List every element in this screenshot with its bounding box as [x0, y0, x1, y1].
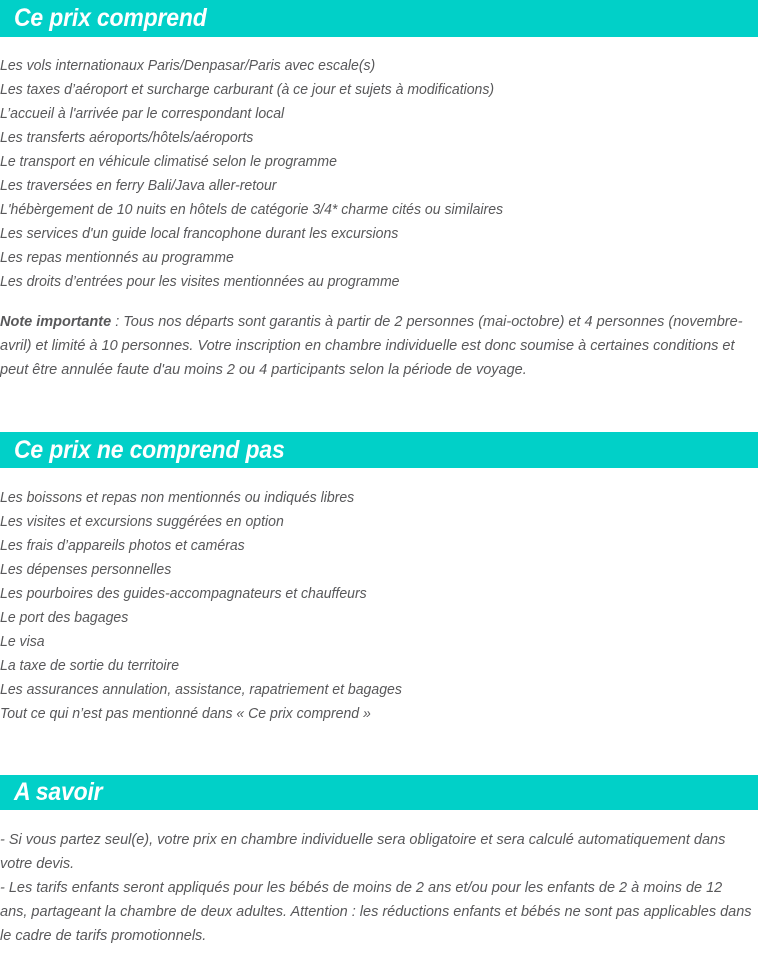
- list-item: Les vols internationaux Paris/Denpasar/Paris avec escale(s): [0, 58, 376, 74]
- section-title-a-savoir: A savoir: [14, 778, 103, 806]
- list-item: Les visites et excursions suggérées en option: [0, 514, 284, 530]
- list-item: Les transferts aéroports/hôtels/aéroports: [0, 130, 254, 146]
- list-item: Tout ce qui n’est pas mentionné dans « Ce prix comprend »: [0, 706, 371, 722]
- section-header-ce-prix-comprend: [0, 0, 758, 37]
- list-item: L'hébèrgement de 10 nuits en hôtels de catégorie 3/4* charme cités ou similaires: [0, 202, 504, 218]
- list-item: Les assurances annulation, assistance, rapatriement et bagages: [0, 682, 402, 698]
- list-item: Le port des bagages: [0, 610, 129, 626]
- list-item: Les pourboires des guides-accompagnateurs et chauffeurs: [0, 586, 367, 602]
- list-item: Le visa: [0, 634, 45, 650]
- section-header-a-savoir: [0, 775, 758, 810]
- section-header-ce-prix-ne-comprend-pas: [0, 432, 758, 468]
- list-item: Les droits d’entrées pour les visites mentionnées au programme: [0, 274, 400, 290]
- a-savoir-paragraph: - Si vous partez seul(e), votre prix en chambre individuelle sera obligatoire et sera calculé automatiquement dans votre devis.: [0, 832, 726, 872]
- list-item: Les services d'un guide local francophone durant les excursions: [0, 226, 399, 242]
- important-note: [0, 310, 756, 382]
- important-note-body: : Tous nos départs sont garantis à partir de 2 personnes (mai-octobre) et 4 personnes (novembre-avril) et limité à 10 personnes. Votre inscription en chambre individuelle est donc soumise à certaines conditions et peut être annulée faute d'au moins 2 ou 4 participants selon la période de voyage.: [0, 314, 743, 378]
- section-title-ce-prix-ne-comprend-pas: Ce prix ne comprend pas: [14, 435, 285, 464]
- important-note-label: Note importante: [0, 314, 112, 330]
- a-savoir-paragraph: - Les tarifs enfants seront appliqués pour les bébés de moins de 2 ans et/ou pour les enfants de 2 à moins de 12 ans, partageant la chambre de deux adultes. Attention : les réductions enfants et bébés ne sont pas applicables dans le cadre de tarifs promotionnels.: [0, 880, 752, 944]
- section-title-ce-prix-comprend: Ce prix comprend: [14, 4, 207, 32]
- list-item: Les frais d’appareils photos et caméras: [0, 538, 245, 554]
- list-item: Les boissons et repas non mentionnés ou indiqués libres: [0, 490, 355, 506]
- exclusions-list: [0, 486, 758, 726]
- list-item: Le transport en véhicule climatisé selon le programme: [0, 154, 337, 170]
- inclusions-list: [0, 54, 758, 294]
- list-item: Les dépenses personnelles: [0, 562, 172, 578]
- list-item: Les repas mentionnés au programme: [0, 250, 234, 266]
- list-item: La taxe de sortie du territoire: [0, 658, 180, 674]
- list-item: Les taxes d’aéroport et surcharge carburant (à ce jour et sujets à modifications): [0, 82, 495, 98]
- list-item: L’accueil à l'arrivée par le correspondant local: [0, 106, 285, 122]
- list-item: Les traversées en ferry Bali/Java aller-retour: [0, 178, 277, 194]
